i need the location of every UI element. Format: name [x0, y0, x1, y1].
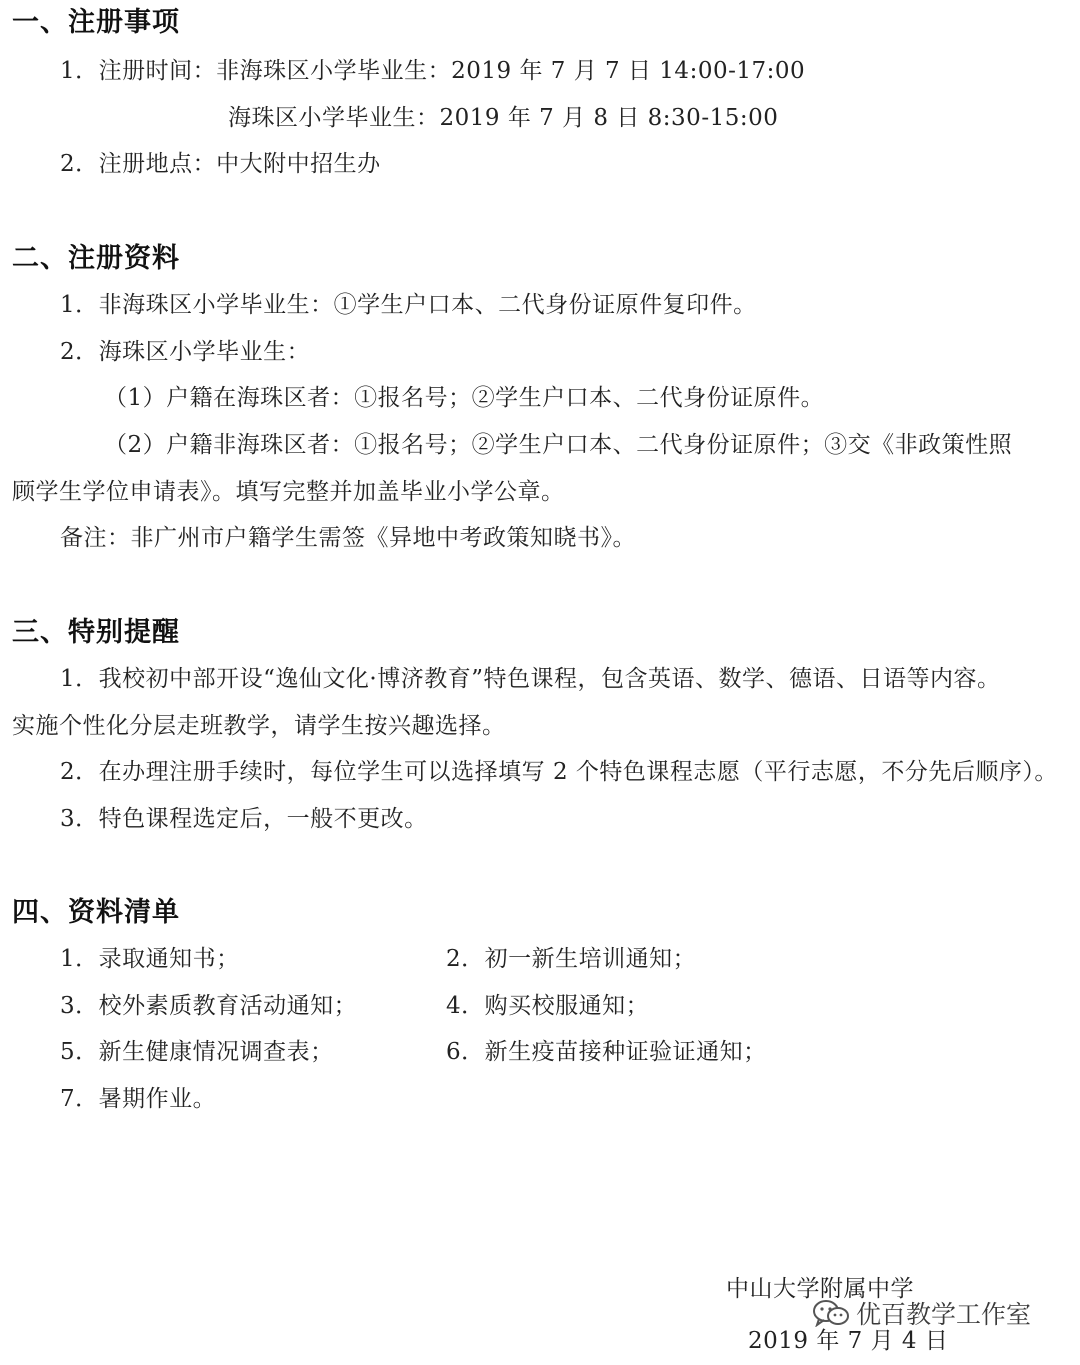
checklist-item: 5．新生健康情况调查表； — [60, 1039, 334, 1065]
checklist-item: 2．初一新生培训通知； — [446, 946, 697, 972]
section-heading-registration: 一、注册事项 — [12, 7, 180, 38]
section-heading-materials: 二、注册资料 — [12, 243, 180, 274]
checklist-item: 3．校外素质教育活动通知； — [60, 993, 358, 1019]
materials-item-2-sub-2: （2）户籍非海珠区者：①报名号；②学生户口本、二代身份证原件；③交《非政策性照 — [104, 432, 1013, 458]
checklist-item: 6．新生疫苗接种证验证通知； — [446, 1039, 767, 1065]
signature-org: 中山大学附属中学 — [726, 1276, 914, 1302]
materials-item-1: 1．非海珠区小学毕业生：①学生户口本、二代身份证原件复印件。 — [60, 292, 757, 318]
watermark-text: 优百教学工作室 — [856, 1300, 1032, 1329]
materials-item-2-sub-1: （1）户籍在海珠区者：①报名号；②学生户口本、二代身份证原件。 — [104, 385, 825, 411]
registration-place: 2．注册地点：中大附中招生办 — [60, 151, 381, 177]
reminder-item-1-cont: 实施个性化分层走班教学，请学生按兴趣选择。 — [12, 713, 506, 739]
reminder-item-3: 3．特色课程选定后，一般不更改。 — [60, 806, 428, 832]
signature-date: 2019 年 7 月 4 日 — [748, 1328, 949, 1354]
wechat-icon — [812, 1299, 850, 1327]
materials-item-2: 2．海珠区小学毕业生： — [60, 339, 311, 365]
materials-item-2-sub-2-cont: 顾学生学位申请表》。填写完整并加盖毕业小学公章。 — [12, 479, 565, 505]
checklist-item: 4．购买校服通知； — [446, 993, 650, 1019]
registration-time-haizhu: 海珠区小学毕业生：2019 年 7 月 8 日 8:30-15:00 — [228, 105, 779, 131]
checklist-item: 7．暑期作业。 — [60, 1086, 217, 1112]
registration-time: 1．注册时间：非海珠区小学毕业生：2019 年 7 月 7 日 14:00-17:00 — [60, 58, 806, 84]
checklist-item: 1．录取通知书； — [60, 946, 240, 972]
reminder-item-2: 2．在办理注册手续时，每位学生可以选择填写 2 个特色课程志愿（平行志愿，不分先后顺序）。 — [60, 759, 1058, 785]
watermark — [812, 1296, 1031, 1330]
section-heading-checklist: 四、资料清单 — [12, 897, 180, 928]
materials-note: 备注：非广州市户籍学生需签《异地中考政策知晓书》。 — [60, 525, 636, 551]
section-heading-reminders: 三、特别提醒 — [12, 617, 180, 648]
reminder-item-1: 1．我校初中部开设“逸仙文化·博济教育”特色课程，包含英语、数学、德语、日语等内容。 — [60, 666, 1001, 692]
